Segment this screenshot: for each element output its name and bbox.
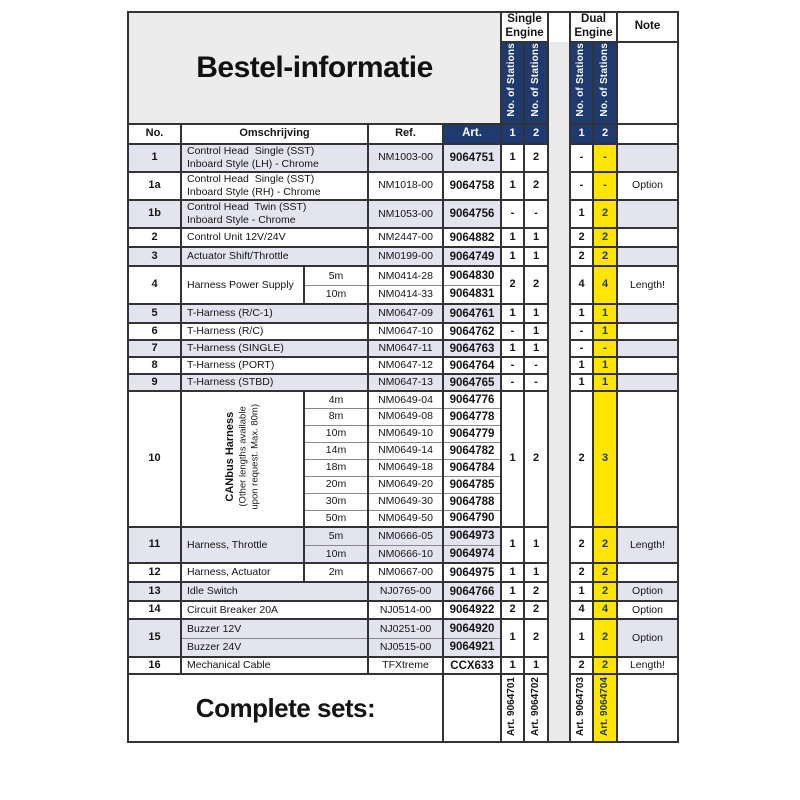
cell-no: 1a bbox=[128, 172, 181, 200]
table-row bbox=[128, 657, 678, 674]
cell-qty-single-1: - bbox=[501, 357, 524, 374]
cell-art: 9064761 bbox=[443, 304, 501, 323]
cell-qty-single-1: 1 bbox=[501, 247, 524, 266]
cell-desc: Actuator Shift/Throttle bbox=[181, 247, 368, 266]
cell-qty-single-1: 1 bbox=[501, 340, 524, 357]
stations-header-single-2 bbox=[524, 42, 548, 124]
cell-qty-single-2: 1 bbox=[524, 527, 548, 563]
stations-header-dual-2 bbox=[593, 42, 617, 124]
cell-qty-single-2: 2 bbox=[524, 172, 548, 200]
cell-qty-single-2: - bbox=[524, 357, 548, 374]
cell-note bbox=[617, 304, 678, 323]
cell-note bbox=[617, 247, 678, 266]
cell-desc: Mechanical Cable bbox=[181, 657, 368, 674]
cell-qty-single-1: 1 bbox=[501, 304, 524, 323]
cell-qty-single-1: 1 bbox=[501, 619, 524, 657]
table-row bbox=[128, 228, 678, 247]
cell-ref: NM0649-20 bbox=[368, 476, 443, 493]
cell-length: 50m bbox=[304, 510, 368, 527]
cell-desc-vertical bbox=[181, 391, 304, 527]
cell-art: 9064973 bbox=[443, 527, 501, 545]
cell-art: 9064762 bbox=[443, 323, 501, 340]
cell-ref: NM1018-00 bbox=[368, 172, 443, 200]
cell-no: 13 bbox=[128, 582, 181, 601]
cell-no: 9 bbox=[128, 374, 181, 391]
cell-art: 9064782 bbox=[443, 442, 501, 459]
desc-line: Control Head Single (SST) bbox=[187, 144, 315, 157]
cell-qty-single-2: 1 bbox=[524, 228, 548, 247]
cell-ref: NM0414-33 bbox=[368, 285, 443, 304]
table-row bbox=[128, 340, 678, 357]
cell-qty-single-1: - bbox=[501, 200, 524, 228]
table-row bbox=[128, 527, 678, 545]
cell-no: 15 bbox=[128, 619, 181, 657]
vertical-label bbox=[223, 404, 262, 510]
cell-ref: NJ0514-00 bbox=[368, 601, 443, 619]
table-row bbox=[128, 172, 678, 200]
gap-strip bbox=[548, 247, 570, 266]
cell-qty-single-1: 1 bbox=[501, 582, 524, 601]
col-header-omschrijving: Omschrijving bbox=[181, 124, 368, 144]
cell-ref: NM0649-14 bbox=[368, 442, 443, 459]
table-row bbox=[128, 124, 678, 144]
cell-length: 10m bbox=[304, 285, 368, 304]
cell-no: 5 bbox=[128, 304, 181, 323]
cell-desc: Harness Power Supply bbox=[181, 266, 304, 304]
cell-length: 30m bbox=[304, 493, 368, 510]
table-row bbox=[128, 200, 678, 228]
cell-art: 9064975 bbox=[443, 563, 501, 582]
cell-qty-dual-1: 1 bbox=[570, 357, 593, 374]
cell-note bbox=[617, 228, 678, 247]
cell-qty-single-2: - bbox=[524, 200, 548, 228]
gap-strip bbox=[548, 357, 570, 374]
gap-strip bbox=[548, 582, 570, 601]
desc-line: CANbus Harness bbox=[224, 412, 236, 503]
cell-note bbox=[617, 357, 678, 374]
cell-note bbox=[617, 563, 678, 582]
cell-note: Length! bbox=[617, 266, 678, 304]
cell-qty-single-2: 1 bbox=[524, 657, 548, 674]
table-row bbox=[128, 247, 678, 266]
cell-art: 9064922 bbox=[443, 601, 501, 619]
desc-line: upon request. Max. 80m) bbox=[249, 404, 261, 511]
cell-no: 2 bbox=[128, 228, 181, 247]
gap-strip bbox=[548, 266, 570, 304]
cell-art: 9064764 bbox=[443, 357, 501, 374]
cell-qty-dual-2: 2 bbox=[593, 582, 617, 601]
vertical-label: No. of Stations bbox=[598, 43, 610, 117]
cell-qty-dual-2: 2 bbox=[593, 563, 617, 582]
gap-strip bbox=[548, 619, 570, 657]
cell-qty-single-1: 1 bbox=[501, 144, 524, 172]
gap-strip bbox=[548, 228, 570, 247]
vertical-label: Art. 9064704 bbox=[598, 676, 610, 736]
gap-strip bbox=[548, 12, 570, 42]
complete-set-dual-1 bbox=[570, 674, 593, 742]
cell-art: 9064785 bbox=[443, 476, 501, 493]
cell-ref: NM0666-10 bbox=[368, 545, 443, 563]
cell-note bbox=[617, 340, 678, 357]
cell-length: 2m bbox=[304, 563, 368, 582]
cell-ref: NJ0251-00 bbox=[368, 619, 443, 638]
cell-qty-dual-1: 2 bbox=[570, 228, 593, 247]
gap-strip bbox=[548, 563, 570, 582]
cell-desc: T-Harness (SINGLE) bbox=[181, 340, 368, 357]
cell-no: 12 bbox=[128, 563, 181, 582]
cell-no: 11 bbox=[128, 527, 181, 563]
cell-qty-single-1: 2 bbox=[501, 266, 524, 304]
gap-strip bbox=[548, 391, 570, 527]
cell-qty-dual-1: 2 bbox=[570, 657, 593, 674]
cell-art: 9064765 bbox=[443, 374, 501, 391]
cell-desc: T-Harness (R/C) bbox=[181, 323, 368, 340]
cell-qty-dual-1: 1 bbox=[570, 304, 593, 323]
group-header-note: Note bbox=[617, 12, 678, 42]
cell-qty-single-2: 2 bbox=[524, 582, 548, 601]
table-row bbox=[128, 144, 678, 172]
table-row bbox=[128, 619, 678, 638]
group-header-dual-engine: Dual Engine bbox=[570, 12, 617, 42]
cell-qty-dual-1: - bbox=[570, 144, 593, 172]
cell-ref: NM0649-08 bbox=[368, 408, 443, 425]
cell-qty-single-2: 1 bbox=[524, 563, 548, 582]
cell-no: 7 bbox=[128, 340, 181, 357]
gap-strip bbox=[548, 124, 570, 144]
cell-note: Length! bbox=[617, 657, 678, 674]
cell-qty-dual-1: - bbox=[570, 340, 593, 357]
vertical-label: No. of Stations bbox=[506, 43, 518, 117]
cell-desc: Circuit Breaker 20A bbox=[181, 601, 368, 619]
cell-qty-dual-2: 2 bbox=[593, 527, 617, 563]
cell-length: 20m bbox=[304, 476, 368, 493]
desc-line: Inboard Style - Chrome bbox=[187, 214, 296, 227]
desc-line: (Other lengths available bbox=[237, 407, 249, 508]
cell-no: 6 bbox=[128, 323, 181, 340]
complete-sets-label: Complete sets: bbox=[128, 674, 443, 742]
cell-desc bbox=[181, 200, 368, 228]
gap-strip bbox=[548, 674, 570, 742]
cell-note: Option bbox=[617, 172, 678, 200]
table-row bbox=[128, 601, 678, 619]
cell-note bbox=[617, 124, 678, 144]
cell-qty-dual-2: 2 bbox=[593, 657, 617, 674]
vertical-label: Art. 9064703 bbox=[575, 676, 587, 736]
table-row bbox=[128, 304, 678, 323]
cell-note bbox=[617, 42, 678, 124]
col-header-dual-2: 2 bbox=[593, 124, 617, 144]
table-row bbox=[128, 323, 678, 340]
cell-desc: Harness, Actuator bbox=[181, 563, 304, 582]
cell-no: 1b bbox=[128, 200, 181, 228]
vertical-label: Art. 9064702 bbox=[529, 676, 541, 736]
cell-qty-single-1: 1 bbox=[501, 527, 524, 563]
cell-desc: Control Unit 12V/24V bbox=[181, 228, 368, 247]
cell-no: 8 bbox=[128, 357, 181, 374]
table-row bbox=[128, 374, 678, 391]
cell-qty-dual-2: - bbox=[593, 144, 617, 172]
vertical-label: Art. 9064701 bbox=[506, 676, 518, 736]
cell-art: 9064831 bbox=[443, 285, 501, 304]
cell-ref: NM0414-28 bbox=[368, 266, 443, 285]
cell-qty-single-1: - bbox=[501, 374, 524, 391]
cell-qty-dual-2: 4 bbox=[593, 601, 617, 619]
cell-art: 9064763 bbox=[443, 340, 501, 357]
cell-note bbox=[617, 674, 678, 742]
cell-desc: T-Harness (PORT) bbox=[181, 357, 368, 374]
cell-art: 9064921 bbox=[443, 638, 501, 657]
cell-qty-dual-1: 1 bbox=[570, 374, 593, 391]
cell-note: Option bbox=[617, 582, 678, 601]
cell-desc: Buzzer 24V bbox=[181, 638, 368, 657]
cell-ref: NM0666-05 bbox=[368, 527, 443, 545]
desc-line: Control Head Twin (SST) bbox=[187, 201, 307, 214]
cell-ref: NM0649-18 bbox=[368, 459, 443, 476]
cell-qty-dual-1: 4 bbox=[570, 266, 593, 304]
col-header-single-1: 1 bbox=[501, 124, 524, 144]
cell-note: Option bbox=[617, 601, 678, 619]
cell-qty-dual-2: 2 bbox=[593, 228, 617, 247]
cell-ref: NM1003-00 bbox=[368, 144, 443, 172]
table-row bbox=[128, 266, 678, 285]
gap-strip bbox=[548, 340, 570, 357]
cell-qty-dual-1: 1 bbox=[570, 619, 593, 657]
cell-qty-dual-1: 1 bbox=[570, 200, 593, 228]
cell-qty-dual-1: - bbox=[570, 323, 593, 340]
cell-art: 9064779 bbox=[443, 425, 501, 442]
cell-length: 10m bbox=[304, 425, 368, 442]
gap-strip bbox=[548, 200, 570, 228]
cell-qty-dual-2: 1 bbox=[593, 323, 617, 340]
cell-desc: T-Harness (R/C-1) bbox=[181, 304, 368, 323]
cell-length: 5m bbox=[304, 527, 368, 545]
cell-length: 8m bbox=[304, 408, 368, 425]
col-header-dual-1: 1 bbox=[570, 124, 593, 144]
cell-qty-single-2: 1 bbox=[524, 247, 548, 266]
cell-desc: Idle Switch bbox=[181, 582, 368, 601]
cell-qty-single-2: 1 bbox=[524, 304, 548, 323]
cell-no: 14 bbox=[128, 601, 181, 619]
cell-qty-dual-1: 2 bbox=[570, 391, 593, 527]
gap-strip bbox=[548, 527, 570, 563]
cell-qty-dual-2: 2 bbox=[593, 247, 617, 266]
cell-art: 9064788 bbox=[443, 493, 501, 510]
cell-qty-dual-1: 1 bbox=[570, 582, 593, 601]
cell-art: 9064778 bbox=[443, 408, 501, 425]
cell-art: 9064920 bbox=[443, 619, 501, 638]
table-row bbox=[128, 563, 678, 582]
complete-set-dual-2 bbox=[593, 674, 617, 742]
col-header-single-2: 2 bbox=[524, 124, 548, 144]
stations-header-single-1 bbox=[501, 42, 524, 124]
gap-strip bbox=[548, 304, 570, 323]
cell-qty-single-2: 2 bbox=[524, 144, 548, 172]
cell-desc bbox=[181, 172, 368, 200]
cell-length: 18m bbox=[304, 459, 368, 476]
gap-strip bbox=[548, 657, 570, 674]
table-row bbox=[128, 582, 678, 601]
cell-qty-single-2: 2 bbox=[524, 266, 548, 304]
cell-qty-dual-2: 2 bbox=[593, 200, 617, 228]
cell-qty-dual-2: 1 bbox=[593, 374, 617, 391]
cell-art: CCX633 bbox=[443, 657, 501, 674]
cell-length: 5m bbox=[304, 266, 368, 285]
cell-no: 4 bbox=[128, 266, 181, 304]
group-header-single-engine: Single Engine bbox=[501, 12, 548, 42]
desc-line: Inboard Style (RH) - Chrome bbox=[187, 185, 321, 198]
stations-header-dual-1 bbox=[570, 42, 593, 124]
cell-qty-dual-1: - bbox=[570, 172, 593, 200]
vertical-label: No. of Stations bbox=[529, 43, 541, 117]
cell-art: 9064751 bbox=[443, 144, 501, 172]
col-header-no: No. bbox=[128, 124, 181, 144]
col-header-art: Art. bbox=[443, 124, 501, 144]
table-row bbox=[128, 357, 678, 374]
cell-art: 9064749 bbox=[443, 247, 501, 266]
cell-note bbox=[617, 144, 678, 172]
cell-desc: Harness, Throttle bbox=[181, 527, 304, 563]
cell-length: 10m bbox=[304, 545, 368, 563]
cell-ref: NM0647-09 bbox=[368, 304, 443, 323]
cell-qty-single-2: - bbox=[524, 374, 548, 391]
vertical-label: No. of Stations bbox=[575, 43, 587, 117]
cell-desc: Buzzer 12V bbox=[181, 619, 368, 638]
cell-note bbox=[617, 374, 678, 391]
cell-no: 1 bbox=[128, 144, 181, 172]
order-table bbox=[127, 11, 679, 743]
cell-ref: NJ0515-00 bbox=[368, 638, 443, 657]
cell-qty-single-2: 2 bbox=[524, 619, 548, 657]
cell-art: 9064756 bbox=[443, 200, 501, 228]
cell-qty-dual-2: 1 bbox=[593, 304, 617, 323]
cell-ref: NM0649-30 bbox=[368, 493, 443, 510]
cell-qty-dual-2: 2 bbox=[593, 619, 617, 657]
cell-no: 16 bbox=[128, 657, 181, 674]
cell-art: 9064758 bbox=[443, 172, 501, 200]
cell-art: 9064776 bbox=[443, 391, 501, 408]
cell-qty-dual-1: 2 bbox=[570, 247, 593, 266]
cell-no: 3 bbox=[128, 247, 181, 266]
cell-ref: NM0649-10 bbox=[368, 425, 443, 442]
table-row bbox=[128, 674, 678, 742]
page-title: Bestel-informatie bbox=[128, 12, 501, 124]
cell-qty-dual-2: 1 bbox=[593, 357, 617, 374]
cell-qty-single-2: 1 bbox=[524, 340, 548, 357]
complete-set-single-2 bbox=[524, 674, 548, 742]
desc-line: Control Head Single (SST) bbox=[187, 172, 315, 185]
gap-strip bbox=[548, 42, 570, 124]
cell-art: 9064784 bbox=[443, 459, 501, 476]
cell-art: 9064830 bbox=[443, 266, 501, 285]
cell-ref: NM0649-50 bbox=[368, 510, 443, 527]
cell-no: 10 bbox=[128, 391, 181, 527]
cell-ref: TFXtreme bbox=[368, 657, 443, 674]
cell-art: 9064882 bbox=[443, 228, 501, 247]
cell-length: 14m bbox=[304, 442, 368, 459]
cell-art: 9064974 bbox=[443, 545, 501, 563]
cell-note: Length! bbox=[617, 527, 678, 563]
cell-qty-single-2: 2 bbox=[524, 601, 548, 619]
gap-strip bbox=[548, 601, 570, 619]
col-header-ref: Ref. bbox=[368, 124, 443, 144]
cell-ref: NM2447-00 bbox=[368, 228, 443, 247]
desc-line: Inboard Style (LH) - Chrome bbox=[187, 157, 319, 170]
cell-note bbox=[617, 200, 678, 228]
cell-qty-dual-1: 2 bbox=[570, 563, 593, 582]
cell-desc bbox=[181, 144, 368, 172]
cell-note: Option bbox=[617, 619, 678, 657]
cell-length: 4m bbox=[304, 391, 368, 408]
cell-qty-single-2: 2 bbox=[524, 391, 548, 527]
cell-qty-single-1: 1 bbox=[501, 657, 524, 674]
cell-ref: NM0649-04 bbox=[368, 391, 443, 408]
gap-strip bbox=[548, 172, 570, 200]
cell-ref: NM0647-12 bbox=[368, 357, 443, 374]
cell-art: 9064766 bbox=[443, 582, 501, 601]
cell-qty-dual-2: - bbox=[593, 340, 617, 357]
cell-note bbox=[617, 391, 678, 527]
gap-strip bbox=[548, 144, 570, 172]
cell-qty-single-1: 1 bbox=[501, 172, 524, 200]
cell-qty-dual-2: 3 bbox=[593, 391, 617, 527]
cell-qty-single-1: 1 bbox=[501, 563, 524, 582]
table-row bbox=[128, 391, 678, 408]
cell-art: 9064790 bbox=[443, 510, 501, 527]
gap-strip bbox=[548, 374, 570, 391]
cell-note bbox=[617, 323, 678, 340]
cell-ref: NJ0765-00 bbox=[368, 582, 443, 601]
cell-ref: NM0667-00 bbox=[368, 563, 443, 582]
table-row bbox=[128, 12, 678, 42]
cell-qty-dual-1: 4 bbox=[570, 601, 593, 619]
cell-ref: NM0647-13 bbox=[368, 374, 443, 391]
cell-qty-single-2: 1 bbox=[524, 323, 548, 340]
cell-qty-dual-2: 4 bbox=[593, 266, 617, 304]
gap-strip bbox=[548, 323, 570, 340]
cell-qty-dual-1: 2 bbox=[570, 527, 593, 563]
cell-qty-dual-2: - bbox=[593, 172, 617, 200]
cell-ref: NM0199-00 bbox=[368, 247, 443, 266]
cell-qty-single-1: 1 bbox=[501, 391, 524, 527]
cell-qty-single-1: 1 bbox=[501, 228, 524, 247]
cell-ref: NM1053-00 bbox=[368, 200, 443, 228]
cell-qty-single-1: - bbox=[501, 323, 524, 340]
cell-ref: NM0647-10 bbox=[368, 323, 443, 340]
cell-art bbox=[443, 674, 501, 742]
cell-desc: T-Harness (STBD) bbox=[181, 374, 368, 391]
cell-qty-single-1: 2 bbox=[501, 601, 524, 619]
complete-set-single-1 bbox=[501, 674, 524, 742]
cell-ref: NM0647-11 bbox=[368, 340, 443, 357]
